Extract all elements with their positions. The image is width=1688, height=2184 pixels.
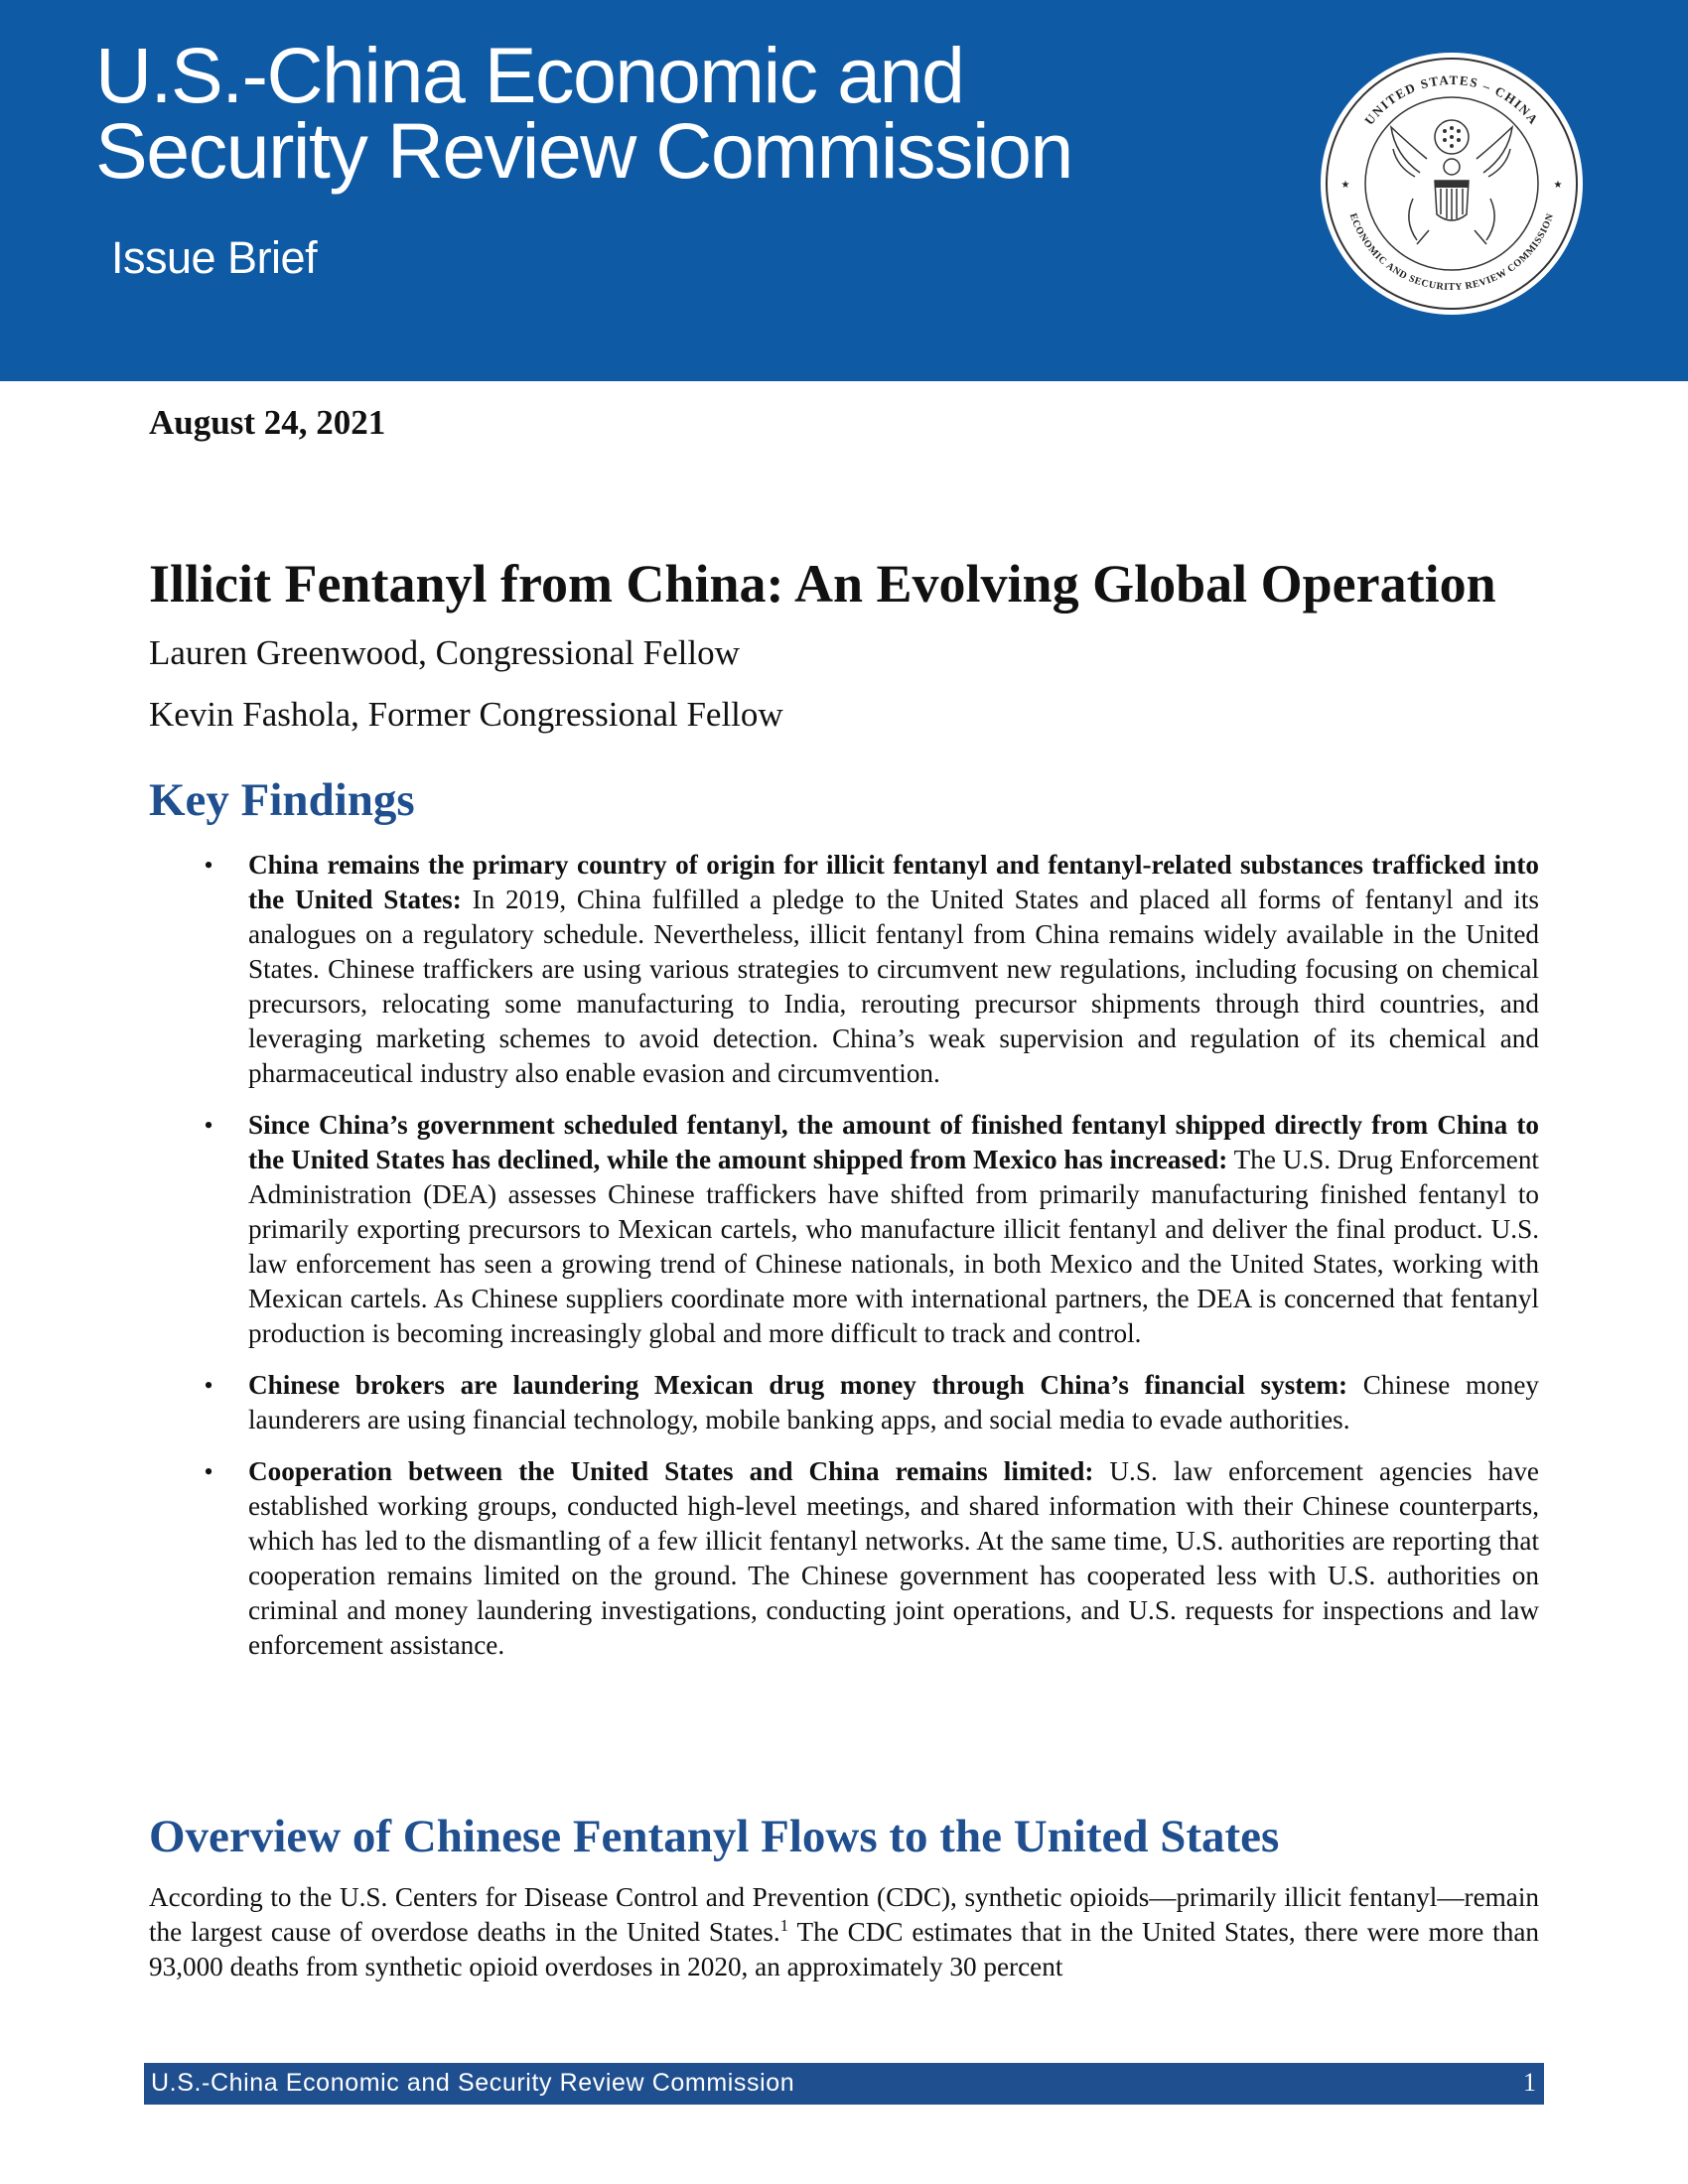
page-number: 1: [1523, 2068, 1536, 2097]
key-finding-item: [149, 1368, 1539, 1437]
bullet-icon: •: [204, 1457, 213, 1486]
publication-date: August 24, 2021: [149, 403, 386, 442]
bullet-icon: •: [204, 1371, 213, 1400]
bullet-icon: •: [204, 851, 213, 880]
footer-organization: U.S.-China Economic and Security Review Commission: [151, 2069, 795, 2097]
finding-text: In 2019, China fulfilled a pledge to the United States and placed all forms of fentanyl and its analogues on a regulatory schedule. Nevertheless, illicit fentanyl from China remains widely available in the United States. Chinese traffickers are using various strategies to circumvent new regulations, including focusing on chemical precursors, relocating some manufacturing to India, rerouting precursor shipments through third countries, and leveraging marketing schemes to avoid detection. China’s weak supervision and regulation of its chemical and pharmaceutical industry also enable evasion and circumvention.: [248, 885, 1539, 1088]
overview-heading: Overview of Chinese Fentanyl Flows to the United States: [149, 1811, 1280, 1862]
overview-paragraph: [149, 1880, 1539, 1984]
footnote-reference-link[interactable]: 1: [779, 1915, 789, 1935]
overview-text-part-2: The CDC estimates that in the United States, there were more than 93,000 deaths from synthetic opioid overdoses in 2020, an approximately 30 percent: [149, 1917, 1539, 1981]
document-title: Illicit Fentanyl from China: An Evolving Global Operation: [149, 554, 1496, 614]
seal-text-top: UNITED STATES – CHINA: [1361, 71, 1542, 128]
svg-text:★: ★: [1553, 180, 1563, 191]
svg-text:★: ★: [1340, 180, 1350, 191]
finding-lead: Cooperation between the United States and China remains limited:: [248, 1456, 1094, 1486]
finding-lead: Chinese brokers are laundering Mexican drug money through China’s financial system:: [248, 1370, 1348, 1400]
commission-seal-icon: [1318, 50, 1586, 318]
key-finding-item: [149, 848, 1539, 1091]
series-label: Issue Brief: [111, 232, 318, 283]
key-finding-item: [149, 1108, 1539, 1351]
finding-text: The U.S. Drug Enforcement Administration (DEA) assesses Chinese traffickers have shifted from primarily manufacturing finished fentanyl to primarily exporting precursors to Mexican cartels, who manufacture illicit fentanyl and deliver the final product. U.S. law enforcement has seen a growing trend of Chinese nationals, in both Mexico and the United States, working with Mexican cartels. As Chinese suppliers coordinate more with international partners, the DEA is concerned that fentanyl production is becoming increasingly global and more difficult to track and control.: [248, 1145, 1539, 1348]
organization-title-line-2: Security Review Commission: [95, 106, 1072, 195]
seal-text-bottom: ECONOMIC AND SECURITY REVIEW COMMISSION: [1346, 211, 1557, 294]
author-1: Lauren Greenwood, Congressional Fellow: [149, 633, 740, 672]
finding-lead: Since China’s government scheduled fentanyl, the amount of finished fentanyl shipped directly from China to the United States has declined, while the amount shipped from Mexico has increased:: [248, 1110, 1539, 1174]
author-2: Kevin Fashola, Former Congressional Fellow: [149, 695, 783, 734]
finding-text: U.S. law enforcement agencies have established working groups, conducted high-level meetings, and shared information with their Chinese counterparts, which has led to the dismantling of a few illicit fentanyl networks. At the same time, U.S. authorities are reporting that cooperation remains limited on the ground. The Chinese government has cooperated less with U.S. authorities on criminal and money laundering investigations, conducting joint operations, and U.S. requests for inspections and law enforcement assistance.: [248, 1456, 1539, 1660]
finding-text: Chinese money launderers are using financial technology, mobile banking apps, and social media to evade authorities.: [248, 1370, 1539, 1434]
header-banner: [0, 0, 1688, 381]
overview-text-part-1: According to the U.S. Centers for Disease Control and Prevention (CDC), synthetic opioids—primarily illicit fentanyl—remain the largest cause of overdose deaths in the United States.: [149, 1882, 1539, 1947]
key-finding-item: [149, 1454, 1539, 1663]
finding-lead: China remains the primary country of origin for illicit fentanyl and fentanyl-related substances trafficked into the United States:: [248, 850, 1539, 914]
key-findings-heading: Key Findings: [149, 774, 415, 826]
organization-title-line-1: U.S.-China Economic and: [95, 31, 964, 119]
organization-title: [95, 31, 1072, 195]
key-findings-list: [149, 848, 1539, 1680]
bullet-icon: •: [204, 1111, 213, 1140]
page-footer: [144, 2063, 1544, 2105]
